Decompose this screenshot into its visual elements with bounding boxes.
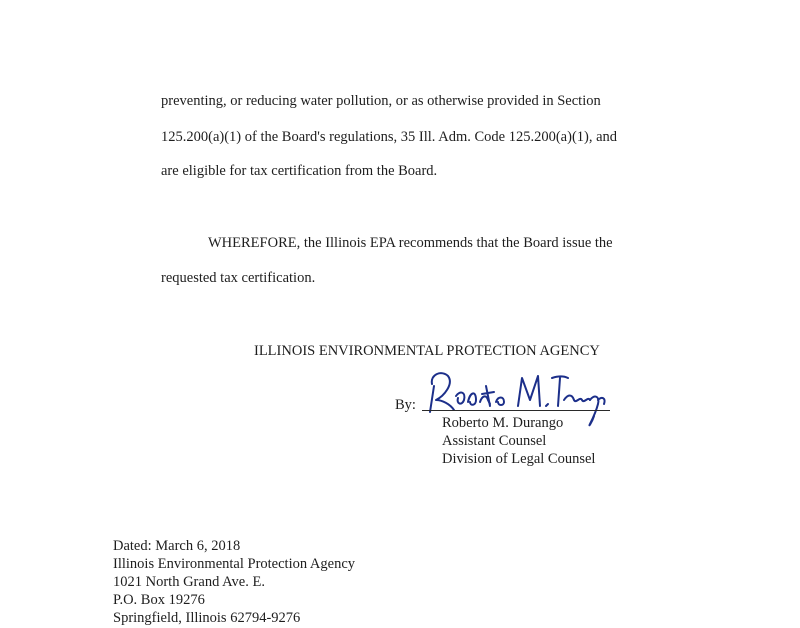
signer-name: Roberto M. Durango [442, 415, 564, 431]
address-pobox: P.O. Box 19276 [113, 592, 205, 608]
body-line: requested tax certification. [161, 270, 316, 286]
signature-line [422, 410, 610, 411]
agency-name: ILLINOIS ENVIRONMENTAL PROTECTION AGENCY [254, 343, 600, 359]
signer-division: Division of Legal Counsel [442, 451, 596, 467]
body-line: preventing, or reducing water pollution, or as otherwise provided in Section [161, 93, 601, 109]
body-line: 125.200(a)(1) of the Board's regulations, 35 Ill. Adm. Code 125.200(a)(1), and [161, 129, 618, 145]
address-city: Springfield, Illinois 62794-9276 [113, 610, 301, 626]
body-line: WHEREFORE, the Illinois EPA recommends that the Board issue the [208, 235, 613, 251]
address-street: 1021 North Grand Ave. E. [113, 574, 265, 590]
body-line: are eligible for tax certification from the Board. [161, 163, 438, 179]
dated-line: Dated: March 6, 2018 [113, 538, 241, 554]
address-org: Illinois Environmental Protection Agency [113, 556, 356, 572]
signer-title: Assistant Counsel [442, 433, 547, 449]
by-label: By: [395, 397, 416, 413]
